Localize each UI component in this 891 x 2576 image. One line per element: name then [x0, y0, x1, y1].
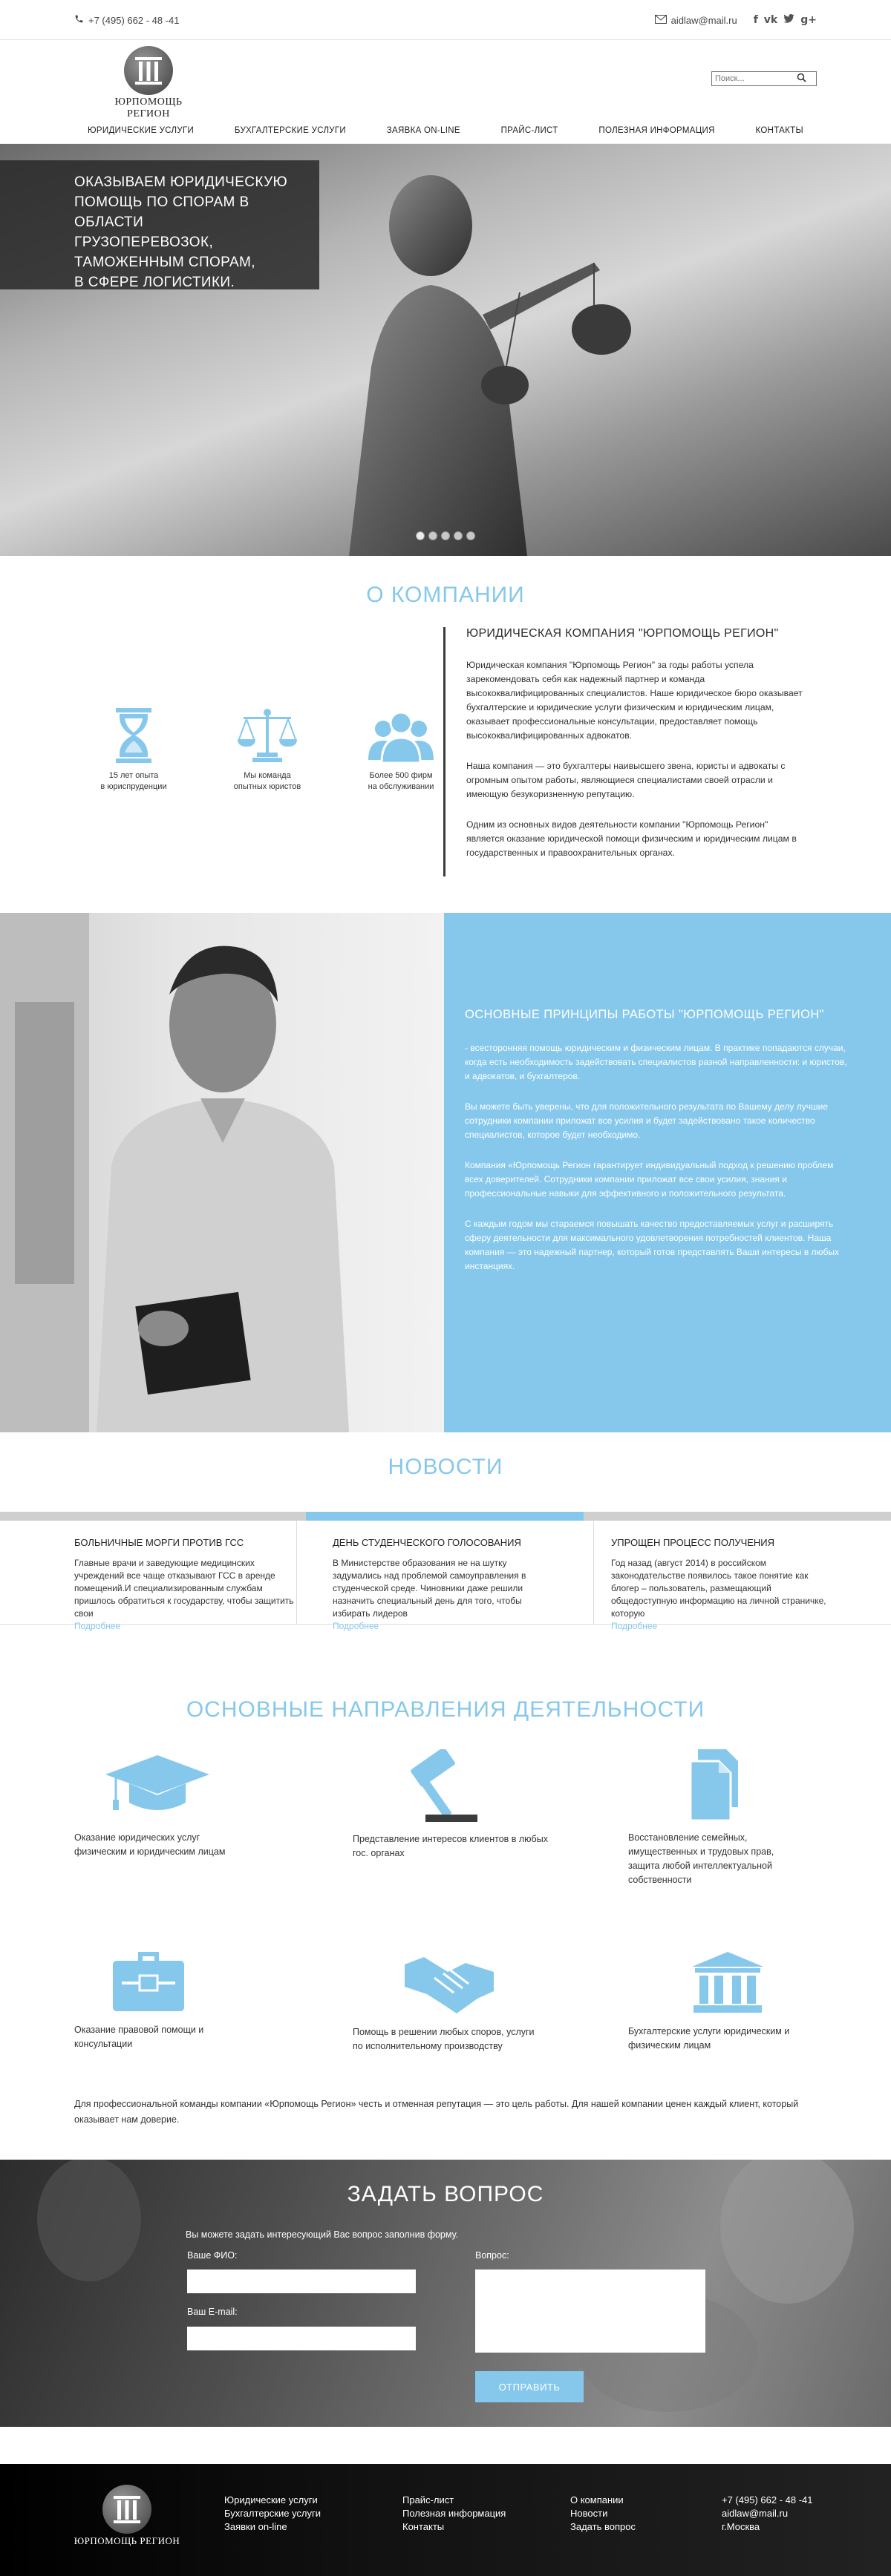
- slider-dot[interactable]: [416, 531, 425, 540]
- envelope-icon: [655, 15, 667, 26]
- direction-item[interactable]: [353, 1749, 598, 1861]
- about-title: О КОМПАНИИ: [366, 583, 525, 607]
- principles-paragraph: Вы можете быть уверены, что для положительного результата по Вашему делу лучшие сотрудники компании приложат все усилия и будет задействовано такое количество специалистов, которое будет необходимо.: [465, 1101, 828, 1140]
- hero-line: ГРУЗОПЕРЕВОЗОК,: [74, 235, 214, 250]
- news-title: НОВОСТИ: [388, 1455, 503, 1479]
- slider-dot[interactable]: [454, 531, 463, 540]
- hourglass-icon: [67, 708, 200, 763]
- graduation-cap-icon: [74, 1755, 319, 1816]
- news-list: [0, 1521, 891, 1631]
- hero-line: ТАМОЖЕННЫМ СПОРАМ,: [74, 255, 255, 270]
- courthouse-icon: [628, 1952, 873, 2013]
- footer-contacts: [722, 2494, 813, 2534]
- news-section: [0, 1432, 891, 1674]
- about-text-block: [443, 627, 807, 876]
- footer-link[interactable]: Прайс-лист: [402, 2494, 454, 2505]
- hero-line: В СФЕРЕ ЛОГИСТИКИ.: [74, 275, 235, 290]
- principles-paragraph: С каждым годом мы стараемся повышать качество предоставляемых услуг и расширять сферу деятельности для максимального удовлетворения потребностей клиентов. Наша компания — это надежный партнер, который готов представлять Ваши интересы в любых инстанциях.: [465, 1219, 840, 1271]
- principles-paragraph: - всесторонняя помощь юридическим и физическим лицам. В практике попадаются случаи, когда есть необходимость задействовать специалистов разной направленности: и юристов, и адвокатов, и бухгалтеров.: [465, 1043, 847, 1081]
- stat-experience: [67, 708, 200, 793]
- twitter-icon[interactable]: [783, 14, 794, 26]
- question-title: ЗАДАТЬ ВОПРОС: [347, 2182, 544, 2206]
- news-tab-active[interactable]: [306, 1512, 584, 1521]
- footer-link[interactable]: Полезная информация: [402, 2508, 506, 2519]
- slider-dot[interactable]: [428, 531, 437, 540]
- social-links: [754, 14, 817, 26]
- hero-line: ОКАЗЫВАЕМ ЮРИДИЧЕСКУЮ: [74, 174, 288, 190]
- top-phone-text: +7 (495) 662 - 48 -41: [88, 14, 180, 26]
- question-textarea[interactable]: [475, 2269, 705, 2353]
- principles-section: [0, 913, 891, 1432]
- hero-statue-image: [282, 144, 639, 556]
- stat-label: в юриспруденции: [100, 782, 167, 791]
- footer-city: г.Москва: [722, 2521, 760, 2532]
- footer-logo[interactable]: [71, 2485, 183, 2547]
- top-email[interactable]: [655, 15, 737, 26]
- principles-text-block: [444, 913, 891, 1432]
- top-phone[interactable]: [74, 14, 180, 26]
- documents-icon: [628, 1749, 873, 1820]
- logo-emblem-icon: [124, 46, 173, 95]
- news-item-text: Год назад (август 2014) в российском законодательстве появилось такое понятие как блогер – пользователь, размещающий общедоступную информацию на личной страничке, которую: [611, 1558, 826, 1619]
- direction-item[interactable]: [628, 1749, 873, 1887]
- news-item-text: Главные врачи и заведующие медицинских учреждений все чаще отказывают ГСС в аренде помещений.И специализированным службам пришлось обратиться к государству, чтобы защитить свои: [74, 1558, 294, 1619]
- search-box: [711, 71, 817, 86]
- nav-price-list[interactable]: ПРАЙС-ЛИСТ: [500, 126, 558, 135]
- question-section: [0, 2160, 891, 2427]
- briefcase-icon: [74, 1952, 319, 2011]
- handshake-icon: [353, 1950, 598, 2013]
- hero-caption: [0, 160, 319, 289]
- footer-link[interactable]: Заявки on-line: [224, 2521, 287, 2532]
- footer-col-services: [224, 2494, 321, 2534]
- footer-logo-text: ЮРПОМОЩЬ РЕГИОН: [74, 2535, 180, 2546]
- hero-slider: [0, 144, 891, 556]
- vk-icon[interactable]: vk: [763, 14, 778, 26]
- phone-icon: [74, 14, 84, 26]
- man-photo: [0, 913, 444, 1432]
- direction-text: Представление интересов клиентов в любых гос. органах: [353, 1834, 548, 1858]
- footer-link[interactable]: Контакты: [402, 2521, 445, 2532]
- direction-item[interactable]: [74, 1952, 319, 2051]
- header: [0, 40, 891, 117]
- logo[interactable]: [97, 46, 200, 120]
- news-item-text: В Министерстве образования не на шутку задумались над проблемой самоуправления в студенческой среде. Чиновники даже решили назначить специальный день для того, чтобы избирать лидеров: [333, 1558, 526, 1619]
- main-nav: [0, 117, 891, 144]
- nav-useful-info[interactable]: ПОЛЕЗНАЯ ИНФОРМАЦИЯ: [598, 126, 715, 135]
- facebook-icon[interactable]: f: [753, 14, 758, 26]
- news-item-title[interactable]: УПРОЩЕН ПРОЦЕСС ПОЛУЧЕНИЯ: [611, 1537, 775, 1548]
- slider-dot[interactable]: [441, 531, 450, 540]
- footer-col-company: [570, 2494, 636, 2534]
- slider-dot[interactable]: [466, 531, 475, 540]
- name-field[interactable]: [187, 2269, 416, 2293]
- logo-emblem-icon: [102, 2485, 151, 2534]
- search-input[interactable]: [715, 74, 797, 83]
- stat-label: опытных юристов: [233, 782, 301, 791]
- news-item: [297, 1521, 594, 1631]
- stat-label: Мы команда: [244, 771, 291, 780]
- news-item: [594, 1521, 891, 1631]
- email-label: Ваш E-mail:: [187, 2307, 238, 2317]
- question-intro: Вы можете задать интересующий Вас вопрос заполнив форму.: [186, 2229, 459, 2240]
- nav-accounting-services[interactable]: БУХГАЛТЕРСКИЕ УСЛУГИ: [234, 126, 346, 135]
- direction-item[interactable]: [74, 1755, 319, 1859]
- principles-paragraph: Компания «Юрпомощь Регион гарантирует индивидуальный подход к решению проблем всех доверителей. Сотрудники компании приложат все свои усилия, знания и профессиональные навыки для эффективного и положительного результата.: [465, 1160, 834, 1199]
- stat-label: на обслуживании: [368, 782, 434, 791]
- nav-legal-services[interactable]: ЮРИДИЧЕСКИЕ УСЛУГИ: [88, 126, 195, 135]
- footer-col-info: [402, 2494, 506, 2534]
- direction-text: Бухгалтерские услуги юридическим и физическим лицам: [628, 2026, 790, 2051]
- hero-line: ПОМОЩЬ ПО СПОРАМ В ОБЛАСТИ: [74, 194, 249, 230]
- question-label: Вопрос:: [475, 2250, 509, 2261]
- principles-heading: ОСНОВНЫЕ ПРИНЦИПЫ РАБОТЫ "ЮРПОМОЩЬ РЕГИОН": [465, 1008, 824, 1021]
- top-bar: [0, 0, 891, 40]
- footer-link[interactable]: Задать вопрос: [570, 2521, 636, 2532]
- footer-phone[interactable]: +7 (495) 662 - 48 -41: [722, 2494, 813, 2505]
- news-tab-bar: [0, 1512, 891, 1521]
- email-field[interactable]: [187, 2327, 416, 2350]
- slider-dots: [416, 531, 475, 540]
- top-email-text: aidlaw@mail.ru: [670, 14, 737, 26]
- about-stats: [67, 708, 468, 793]
- about-paragraph: Одним из основных видов деятельности компании "Юрпомощь Регион" является оказание юридической помощи физическим и юридическим лицам в государственных и правоохранительных органах.: [466, 819, 797, 858]
- name-label: Ваше ФИО:: [187, 2250, 238, 2261]
- about-heading: ЮРИДИЧЕСКАЯ КОМПАНИЯ "ЮРПОМОЩЬ РЕГИОН": [466, 627, 779, 640]
- directions-title: ОСНОВНЫЕ НАПРАВЛЕНИЯ ДЕЯТЕЛЬНОСТИ: [186, 1697, 705, 1722]
- news-more-link[interactable]: Подробнее: [333, 1621, 379, 1631]
- logo-text: ЮРПОМОЩЬ РЕГИОН: [114, 96, 183, 119]
- about-paragraph: Юридическая компания "Юрпомощь Регион" за годы работы успела зарекомендовать себя как надежный партнер и команда высококвалифицированных специалистов. Наше юридическое бюро оказывает бухгалтерские и юридические услуги физическим и юридическим лицам, оказывает профессиональные консультации, предоставляет помощь высококвалифицированных адвокатов.: [466, 660, 803, 741]
- news-item-title[interactable]: БОЛЬНИЧНЫЕ МОРГИ ПРОТИВ ГСС: [74, 1537, 244, 1548]
- search-icon[interactable]: [797, 73, 806, 85]
- footer-email[interactable]: aidlaw@mail.ru: [722, 2508, 789, 2519]
- news-more-link[interactable]: Подробнее: [611, 1621, 658, 1631]
- footer-link[interactable]: Бухгалтерские услуги: [224, 2508, 322, 2519]
- submit-button[interactable]: ОТПРАВИТЬ: [475, 2371, 584, 2402]
- direction-item[interactable]: [353, 1950, 598, 2054]
- direction-text: Оказание правовой помощи и консультации: [74, 2025, 204, 2049]
- about-section: [0, 556, 891, 908]
- direction-text: Восстановление семейных, имущественных и трудовых прав, защита любой интеллектуальной собственности: [628, 1832, 774, 1885]
- footer-link[interactable]: Юридические услуги: [224, 2494, 318, 2505]
- stat-label: 15 лет опыта: [108, 771, 159, 780]
- gavel-icon: [353, 1749, 598, 1823]
- nav-contacts[interactable]: КОНТАКТЫ: [755, 126, 803, 135]
- footer: [0, 2464, 891, 2576]
- stat-label: Более 500 фирм: [369, 771, 433, 780]
- footer-link[interactable]: О компании: [570, 2494, 624, 2505]
- scales-icon: [200, 708, 334, 763]
- about-paragraph: Наша компания — это бухгалтеры наивысшего звена, юристы и адвокаты с огромным опытом работы, являющиеся специалистами своей отрасли и имеющую безукоризненную репутацию.: [466, 761, 786, 799]
- news-item: [0, 1521, 297, 1631]
- stat-team: [200, 708, 334, 793]
- directions-note: Для профессиональной команды компании «Юрпомощь Регион» честь и отменная репутация — это цель работы. Для нашей компании ценен каждый клиент, который оказывает нам доверие.: [74, 2099, 799, 2125]
- nav-online-request[interactable]: ЗАЯВКА ON-LINE: [386, 126, 460, 135]
- direction-text: Помощь в решении любых споров, услуги по исполнительному производству: [353, 2027, 535, 2051]
- news-item-title[interactable]: ДЕНЬ СТУДЕНЧЕСКОГО ГОЛОСОВАНИЯ: [333, 1537, 521, 1548]
- directions-section: [0, 1674, 891, 2160]
- direction-item[interactable]: [628, 1952, 873, 2053]
- news-more-link[interactable]: Подробнее: [74, 1621, 121, 1631]
- google-plus-icon[interactable]: g+: [800, 14, 817, 26]
- footer-link[interactable]: Новости: [570, 2508, 608, 2519]
- direction-text: Оказание юридических услуг физическим и юридическим лицам: [74, 1832, 226, 1857]
